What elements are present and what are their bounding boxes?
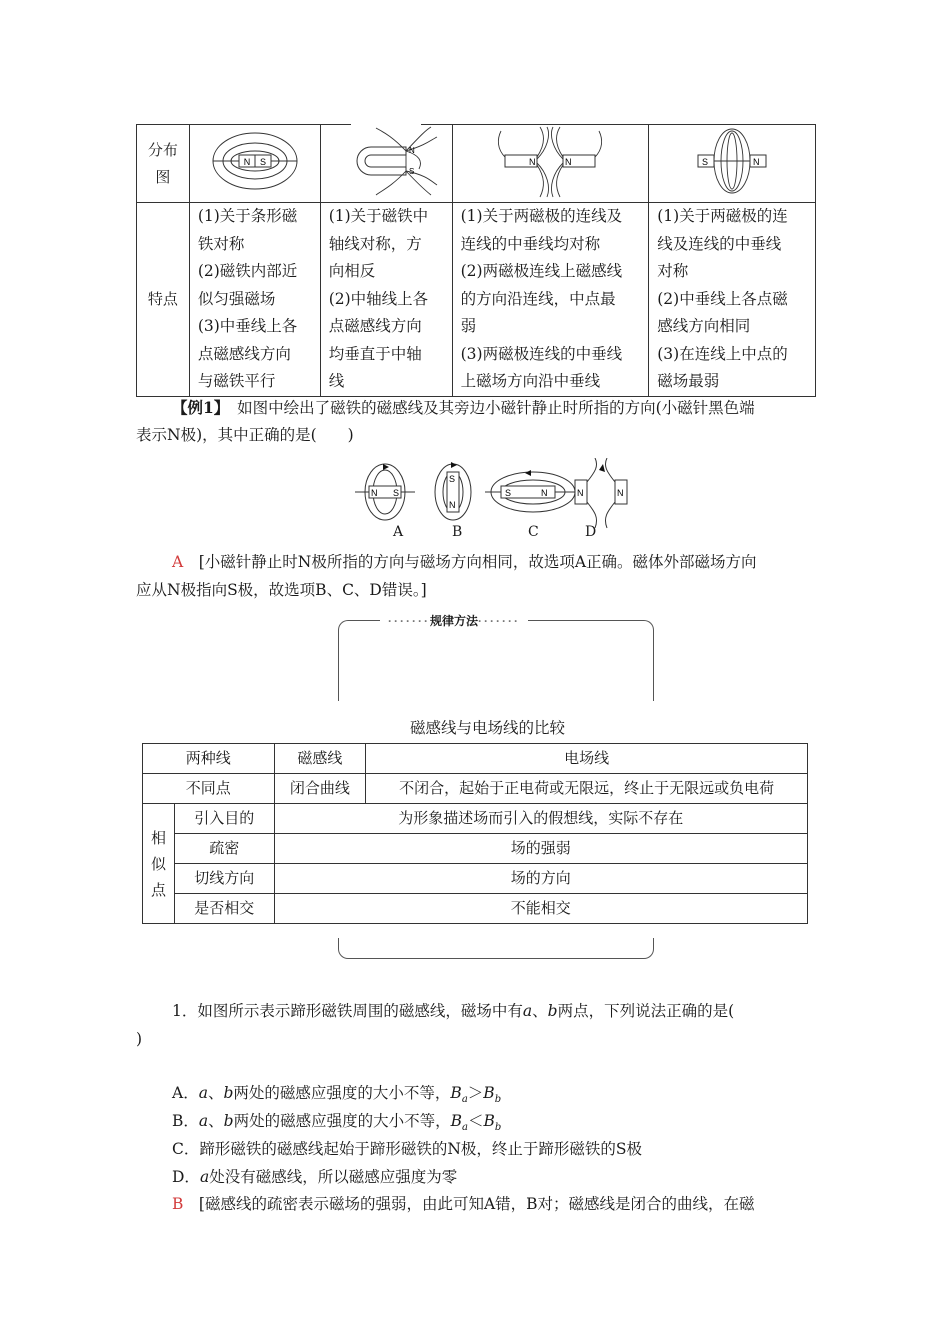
magnet-pole-n: N <box>753 157 760 167</box>
option-a: A．a、b两处的磁感应强度的大小不等，$B_a>B_b$ <box>172 1084 502 1106</box>
question1-explain: B [磁感线的疏密表示磁场的强弱，由此可知A错，B对；磁感线是闭合的曲线，在磁 <box>172 1195 755 1213</box>
header-electric: 电场线 <box>366 744 808 774</box>
option-label-c: C <box>528 524 539 540</box>
fig-horseshoe <box>320 125 452 203</box>
method-badge: ·······规律方法······· <box>380 612 528 629</box>
field-line-compare-table <box>142 743 808 924</box>
sim-label: 相 似 点 <box>143 804 175 924</box>
row-label-distribution: 分布 图 <box>137 125 190 203</box>
answer-label: B <box>172 1195 184 1213</box>
magnet-pole-s: S <box>449 474 456 484</box>
features-like-poles: (1)关于两磁极的连线及 连线的中垂线均对称 (2)两磁极连线上磁感线 的方向沿连线，中点最 弱 (3)两磁极连线的中垂线 上磁场方向沿中垂线 <box>452 203 649 397</box>
method-box-bottom <box>338 938 654 959</box>
diff-magnetic: 闭合曲线 <box>274 774 366 804</box>
sim-value: 为形象描述场而引入的假想线，实际不存在 <box>274 804 807 834</box>
example1-explain2: 应从N极指向S极，故选项B、C、D错误。] <box>136 581 427 599</box>
option-label-b: B <box>452 524 463 540</box>
unlike-poles-field-icon <box>682 125 782 199</box>
question1-stem1: 1．如图所示表示蹄形磁铁周围的磁感线，磁场中有a、b两点，下列说法正确的是( <box>172 1002 735 1020</box>
features-bar: (1)关于条形磁 铁对称 (2)磁铁内部近 似匀强磁场 (3)中垂线上各 点磁感线方向 与磁铁平行 <box>189 203 320 397</box>
option-d: D．a处没有磁感线，所以磁感应强度为零 <box>172 1168 458 1186</box>
features-horseshoe: (1)关于磁铁中 轴线对称，方 向相反 (2)中轴线上各 点磁感线方向 均垂直于中轴 线 <box>320 203 452 397</box>
horseshoe-magnet-field-icon <box>331 125 441 199</box>
sim-value: 场的强弱 <box>274 834 807 864</box>
question1-stem2: ) <box>136 1030 143 1048</box>
magnet-pole-n: N <box>565 157 572 167</box>
sim-item: 切线方向 <box>174 864 274 894</box>
fig-unlike-poles <box>649 125 816 203</box>
magnet-pole-n: N <box>577 488 584 498</box>
magnet-pole-s: S <box>702 157 709 167</box>
magnet-field-table <box>136 124 816 397</box>
fig-bar-magnet <box>189 125 320 203</box>
header-magnetic: 磁感线 <box>274 744 366 774</box>
option-label-a: A <box>393 524 404 540</box>
example1-explain1: A [小磁针静止时N极所指的方向与磁场方向相同，故选项A正确。磁体外部磁场方向 <box>172 553 757 571</box>
magnet-pole-n: N <box>541 488 548 498</box>
sim-value: 不能相交 <box>274 894 807 924</box>
option-b: B．a、b两处的磁感应强度的大小不等，$B_a<B_b$ <box>172 1112 502 1134</box>
fig-like-poles <box>452 125 649 203</box>
option-c: C．蹄形磁铁的磁感线起始于蹄形磁铁的N极，终止于蹄形磁铁的S极 <box>172 1140 643 1158</box>
sim-item: 引入目的 <box>174 804 274 834</box>
magnet-pole-s: S <box>393 488 400 498</box>
example1-line1: 【例1】 如图中绘出了磁铁的磁感线及其旁边小磁针静止时所指的方向(小磁针黑色端 <box>172 398 755 417</box>
magnet-pole-n: N <box>371 488 378 498</box>
answer-label: A <box>172 553 184 571</box>
bar-magnet-field-icon <box>205 125 305 199</box>
sim-item: 疏密 <box>174 834 274 864</box>
magnet-pole-n: N <box>243 157 251 167</box>
magnet-pole-s: S <box>505 488 512 498</box>
header-line-type: 两种线 <box>143 744 275 774</box>
magnet-pole-n: N <box>529 157 536 167</box>
magnet-pole-n: N <box>617 488 624 498</box>
method-title: 磁感线与电场线的比较 <box>410 719 566 737</box>
option-label-d: D <box>585 524 597 540</box>
magnet-pole-s: S <box>409 167 415 176</box>
example1-line2: 表示N极)，其中正确的是( ) <box>136 426 354 444</box>
like-poles-field-icon <box>495 125 605 199</box>
magnet-pole-n: N <box>409 146 415 155</box>
magnet-pole-n: N <box>449 500 456 510</box>
sim-item: 是否相交 <box>174 894 274 924</box>
diff-electric: 不闭合，起始于正电荷或无限远，终止于无限远或负电荷 <box>366 774 808 804</box>
method-box-top <box>338 620 654 701</box>
sim-value: 场的方向 <box>274 864 807 894</box>
magnet-pole-s: S <box>259 157 266 167</box>
diff-label: 不同点 <box>143 774 275 804</box>
row-label-features: 特点 <box>137 203 190 397</box>
features-unlike-poles: (1)关于两磁极的连 线及连线的中垂线 对称 (2)中垂线上各点磁 感线方向相同 (3)在连线上中点的 磁场最弱 <box>649 203 816 397</box>
